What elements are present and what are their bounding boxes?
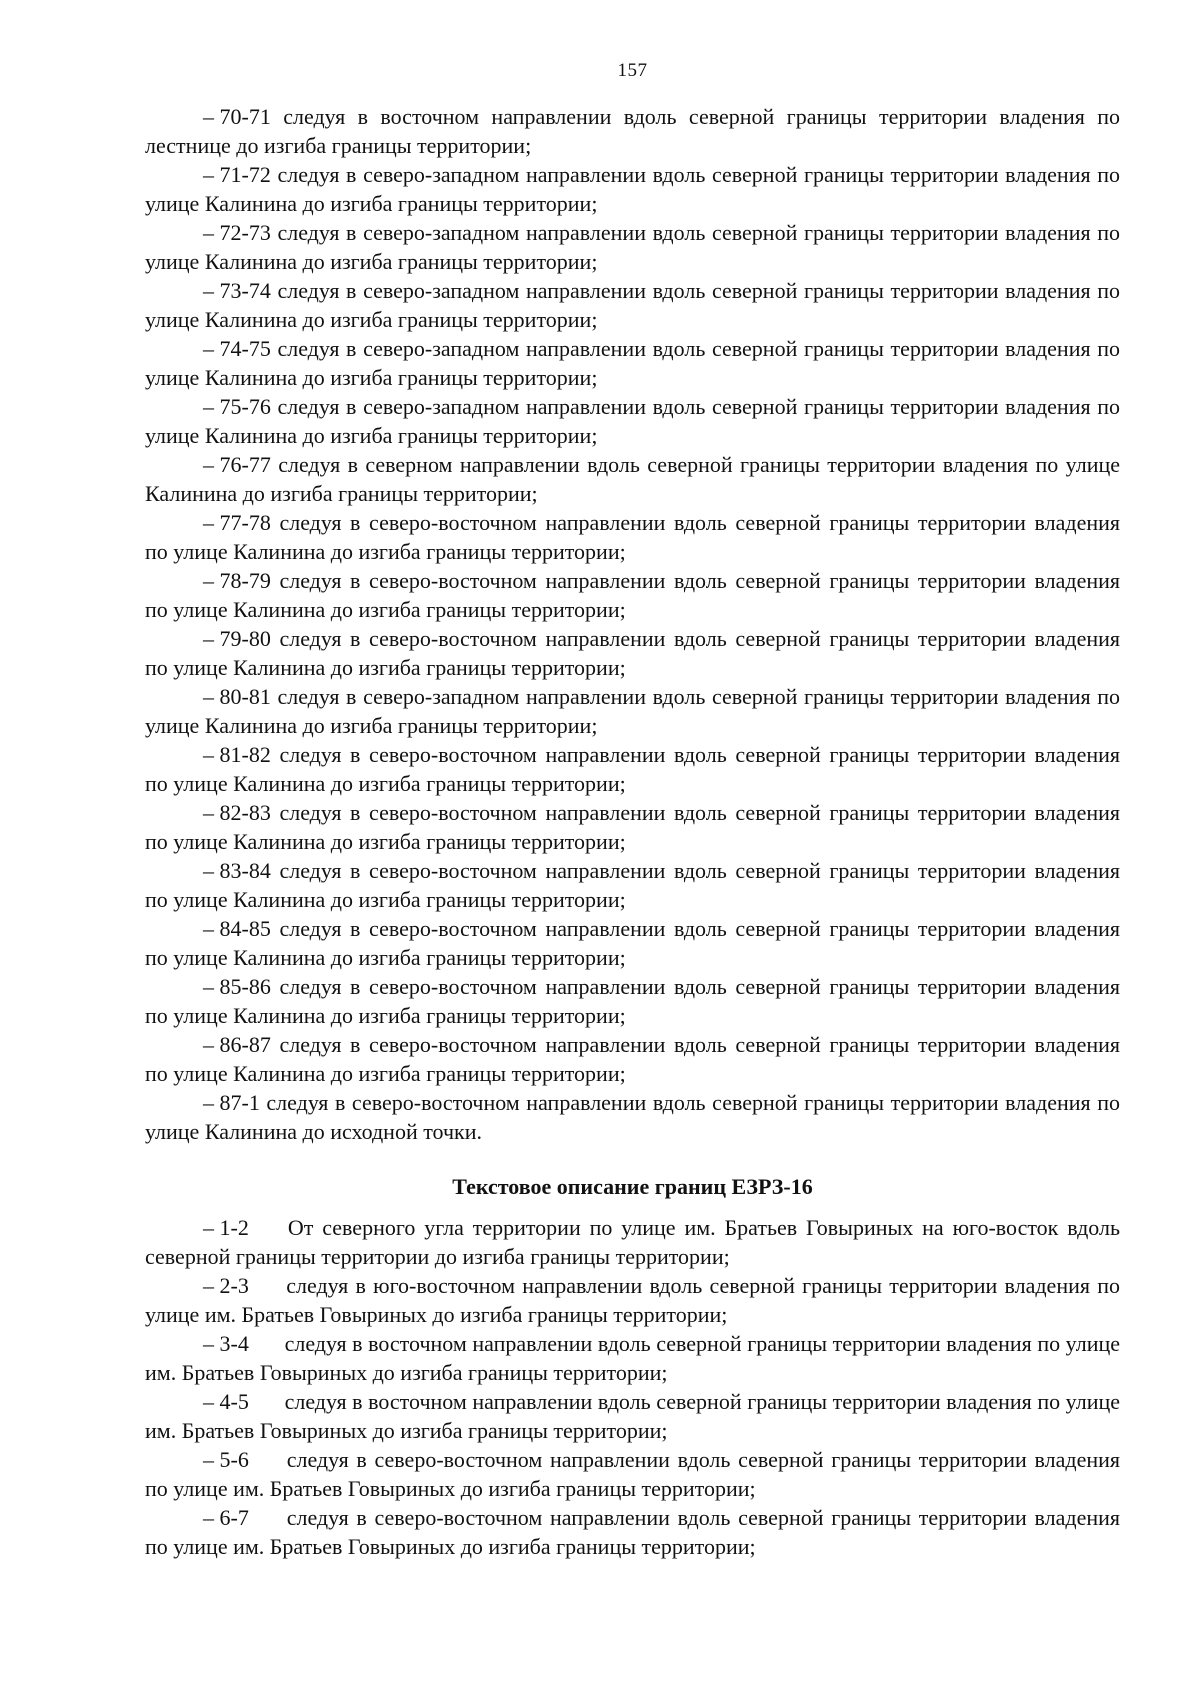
segment-text: следуя в северо-восточном направлении вдоль северной границы территории владения по улице Калинина до исходной точки. bbox=[145, 1090, 1120, 1144]
boundary-section-2 bbox=[145, 1213, 1120, 1561]
segment-label: – 86-87 bbox=[203, 1032, 271, 1057]
boundary-paragraph bbox=[145, 1088, 1120, 1146]
boundary-paragraph bbox=[145, 972, 1120, 1030]
segment-text: следуя в северо-западном направлении вдоль северной границы территории владения по улице Калинина до изгиба границы территории; bbox=[145, 336, 1120, 390]
segment-text: следуя в северо-западном направлении вдоль северной границы территории владения по улице Калинина до изгиба границы территории; bbox=[145, 162, 1120, 216]
segment-text: следуя в северо-восточном направлении вдоль северной границы территории владения по улице им. Братьев Говыриных до изгиба границы территории; bbox=[145, 1505, 1120, 1559]
segment-text: следуя в юго-восточном направлении вдоль северной границы территории владения по улице им. Братьев Говыриных до изгиба границы территории; bbox=[145, 1273, 1121, 1327]
segment-label: – 4-5 bbox=[203, 1389, 249, 1414]
boundary-paragraph bbox=[145, 334, 1120, 392]
boundary-paragraph bbox=[145, 450, 1120, 508]
segment-label: – 82-83 bbox=[203, 800, 271, 825]
segment-text: следуя в северо-восточном направлении вдоль северной границы территории владения по улице им. Братьев Говыриных до изгиба границы территории; bbox=[145, 1447, 1120, 1501]
boundary-paragraph bbox=[145, 218, 1120, 276]
segment-text: следуя в северо-восточном направлении вдоль северной границы территории владения по улице Калинина до изгиба границы территории; bbox=[145, 916, 1120, 970]
segment-label: – 73-74 bbox=[203, 278, 271, 303]
segment-label: – 3-4 bbox=[203, 1331, 249, 1356]
boundary-paragraph bbox=[145, 160, 1120, 218]
boundary-paragraph bbox=[145, 914, 1120, 972]
segment-label: – 77-78 bbox=[203, 510, 271, 535]
segment-text: следуя в северо-западном направлении вдоль северной границы территории владения по улице Калинина до изгиба границы территории; bbox=[145, 684, 1120, 738]
segment-label: – 81-82 bbox=[203, 742, 271, 767]
segment-text: От северного угла территории по улице им. Братьев Говыриных на юго-восток вдоль северной границы территории до изгиба границы территории; bbox=[145, 1215, 1120, 1269]
boundary-paragraph bbox=[145, 682, 1120, 740]
segment-label: – 5-6 bbox=[203, 1447, 249, 1472]
boundary-paragraph bbox=[145, 740, 1120, 798]
segment-label: – 72-73 bbox=[203, 220, 271, 245]
boundary-paragraph bbox=[145, 1030, 1120, 1088]
boundary-paragraph bbox=[145, 1387, 1120, 1445]
segment-label: – 76-77 bbox=[203, 452, 271, 477]
segment-label: – 84-85 bbox=[203, 916, 271, 941]
boundary-paragraph bbox=[145, 508, 1120, 566]
section-heading: Текстовое описание границ ЕЗРЗ-16 bbox=[452, 1174, 813, 1199]
boundary-section-1 bbox=[145, 102, 1120, 1146]
segment-text: следуя в северо-западном направлении вдоль северной границы территории владения по улице Калинина до изгиба границы территории; bbox=[145, 278, 1120, 332]
segment-label: – 6-7 bbox=[203, 1505, 249, 1530]
boundary-paragraph bbox=[145, 566, 1120, 624]
boundary-paragraph bbox=[145, 392, 1120, 450]
boundary-paragraph bbox=[145, 1213, 1120, 1271]
segment-text: следуя в северо-восточном направлении вдоль северной границы территории владения по улице Калинина до изгиба границы территории; bbox=[145, 1032, 1120, 1086]
page-number: 157 bbox=[617, 60, 648, 81]
segment-label: – 80-81 bbox=[203, 684, 271, 709]
segment-label: – 79-80 bbox=[203, 626, 271, 651]
boundary-paragraph bbox=[145, 102, 1120, 160]
segment-text: следуя в северо-восточном направлении вдоль северной границы территории владения по улице Калинина до изгиба границы территории; bbox=[145, 510, 1120, 564]
segment-text: следуя в северо-восточном направлении вдоль северной границы территории владения по улице Калинина до изгиба границы территории; bbox=[145, 742, 1120, 796]
segment-label: – 71-72 bbox=[203, 162, 271, 187]
segment-label: – 83-84 bbox=[203, 858, 271, 883]
segment-label: – 78-79 bbox=[203, 568, 271, 593]
boundary-paragraph bbox=[145, 276, 1120, 334]
boundary-paragraph bbox=[145, 1271, 1120, 1329]
boundary-paragraph bbox=[145, 1503, 1120, 1561]
segment-text: следуя в восточном направлении вдоль северной границы территории владения по улице им. Братьев Говыриных до изгиба границы территории; bbox=[145, 1389, 1121, 1443]
segment-text: следуя в северо-восточном направлении вдоль северной границы территории владения по улице Калинина до изгиба границы территории; bbox=[145, 626, 1120, 680]
segment-label: – 70-71 bbox=[203, 104, 271, 129]
segment-text: следуя в северо-западном направлении вдоль северной границы территории владения по улице Калинина до изгиба границы территории; bbox=[145, 220, 1120, 274]
segment-label: – 1-2 bbox=[203, 1215, 249, 1240]
segment-text: следуя в северо-западном направлении вдоль северной границы территории владения по улице Калинина до изгиба границы территории; bbox=[145, 394, 1120, 448]
segment-label: – 75-76 bbox=[203, 394, 271, 419]
segment-text: следуя в восточном направлении вдоль северной границы территории владения по лестнице до изгиба границы территории; bbox=[145, 104, 1121, 158]
segment-text: следуя в северном направлении вдоль северной границы территории владения по улице Калинина до изгиба границы территории; bbox=[145, 452, 1121, 506]
boundary-paragraph bbox=[145, 798, 1120, 856]
segment-text: следуя в северо-восточном направлении вдоль северной границы территории владения по улице Калинина до изгиба границы территории; bbox=[145, 858, 1120, 912]
segment-text: следуя в северо-восточном направлении вдоль северной границы территории владения по улице Калинина до изгиба границы территории; bbox=[145, 974, 1120, 1028]
segment-text: следуя в восточном направлении вдоль северной границы территории владения по улице им. Братьев Говыриных до изгиба границы территории; bbox=[145, 1331, 1121, 1385]
boundary-paragraph bbox=[145, 856, 1120, 914]
boundary-paragraph bbox=[145, 624, 1120, 682]
segment-label: – 2-3 bbox=[203, 1273, 249, 1298]
segment-text: следуя в северо-восточном направлении вдоль северной границы территории владения по улице Калинина до изгиба границы территории; bbox=[145, 568, 1120, 622]
boundary-paragraph bbox=[145, 1445, 1120, 1503]
boundary-paragraph bbox=[145, 1329, 1120, 1387]
segment-label: – 74-75 bbox=[203, 336, 271, 361]
segment-label: – 87-1 bbox=[203, 1090, 260, 1115]
segment-label: – 85-86 bbox=[203, 974, 271, 999]
segment-text: следуя в северо-восточном направлении вдоль северной границы территории владения по улице Калинина до изгиба границы территории; bbox=[145, 800, 1120, 854]
document-page bbox=[145, 60, 1120, 1561]
